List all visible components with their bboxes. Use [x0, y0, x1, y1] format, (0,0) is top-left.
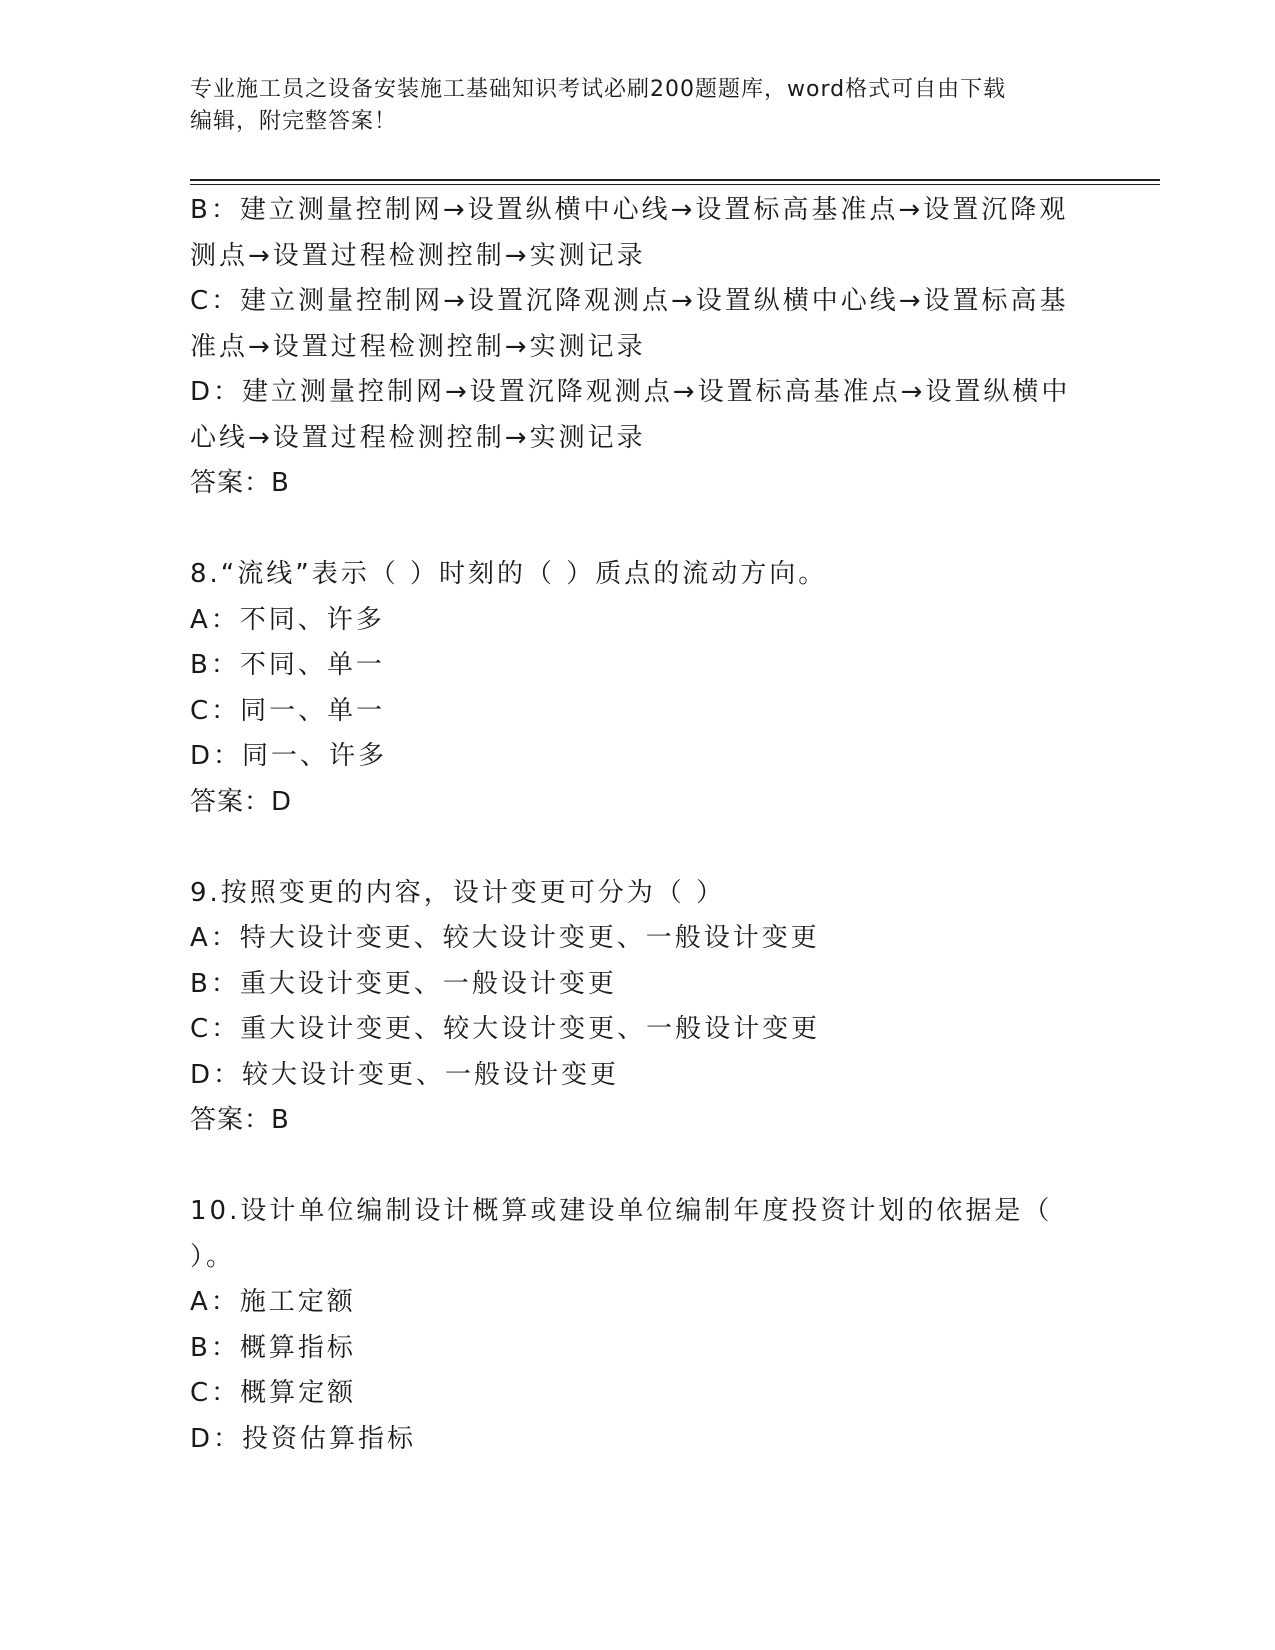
q7-option-b-line-1: B：建立测量控制网→设置纵横中心线→设置标高基准点→设置沉降观 — [190, 195, 1069, 225]
header-divider-thick — [190, 179, 1160, 181]
spacer — [190, 825, 1090, 871]
question-8 — [190, 552, 1090, 825]
header-title-line-1: 专业施工员之设备安装施工基础知识考试必刷200题题库，word格式可自由下载 — [190, 77, 1007, 102]
q8-answer: 答案：D — [190, 786, 293, 817]
header-divider-thin — [190, 184, 1160, 185]
spacer — [190, 507, 1090, 553]
q8-option-b: B：不同、单一 — [190, 650, 385, 680]
q8-option-c: C：同一、单一 — [190, 695, 386, 726]
q7-option-d-line-1: D：建立测量控制网→设置沉降观测点→设置标高基准点→设置纵横中 — [190, 377, 1071, 407]
q9-option-c: C：重大设计变更、较大设计变更、一般设计变更 — [190, 1014, 821, 1044]
q8-stem: 8.“流线”表示（ ）时刻的（ ）质点的流动方向。 — [190, 559, 828, 589]
q8-option-d: D：同一、许多 — [190, 741, 388, 771]
question-9 — [190, 871, 1090, 1144]
q10-stem-line-1: 10.设计单位编制设计概算或建设单位编制年度投资计划的依据是（ — [190, 1196, 1053, 1226]
q10-option-c: C：概算定额 — [190, 1378, 357, 1408]
question-content — [190, 188, 1090, 1462]
q10-option-b: B：概算指标 — [190, 1332, 356, 1363]
q8-option-a: A：不同、许多 — [190, 604, 385, 635]
q7-answer: 答案：B — [190, 468, 290, 498]
question-10 — [190, 1189, 1090, 1462]
q9-stem: 9.按照变更的内容，设计变更可分为（ ） — [190, 877, 726, 908]
q7-option-d-line-2: 心线→设置过程检测控制→实测记录 — [190, 422, 646, 453]
q10-option-d: D：投资估算指标 — [190, 1423, 417, 1454]
q7-option-c-line-2: 准点→设置过程检测控制→实测记录 — [190, 331, 646, 362]
q7-option-c-line-1: C：建立测量控制网→设置沉降观测点→设置纵横中心线→设置标高基 — [190, 286, 1069, 316]
q7-option-b-line-2: 测点→设置过程检测控制→实测记录 — [190, 240, 646, 271]
header-title-line-2: 编辑，附完整答案！ — [190, 109, 398, 134]
question-7-options — [190, 188, 1090, 507]
q9-option-d: D：较大设计变更、一般设计变更 — [190, 1059, 620, 1090]
document-header — [190, 74, 1090, 138]
q10-stem-line-2: ）。 — [190, 1241, 236, 1272]
spacer — [190, 1144, 1090, 1190]
q10-option-a: A：施工定额 — [190, 1287, 356, 1317]
q9-option-a: A：特大设计变更、较大设计变更、一般设计变更 — [190, 923, 820, 953]
q9-answer: 答案：B — [190, 1105, 290, 1135]
q9-option-b: B：重大设计变更、一般设计变更 — [190, 968, 617, 999]
